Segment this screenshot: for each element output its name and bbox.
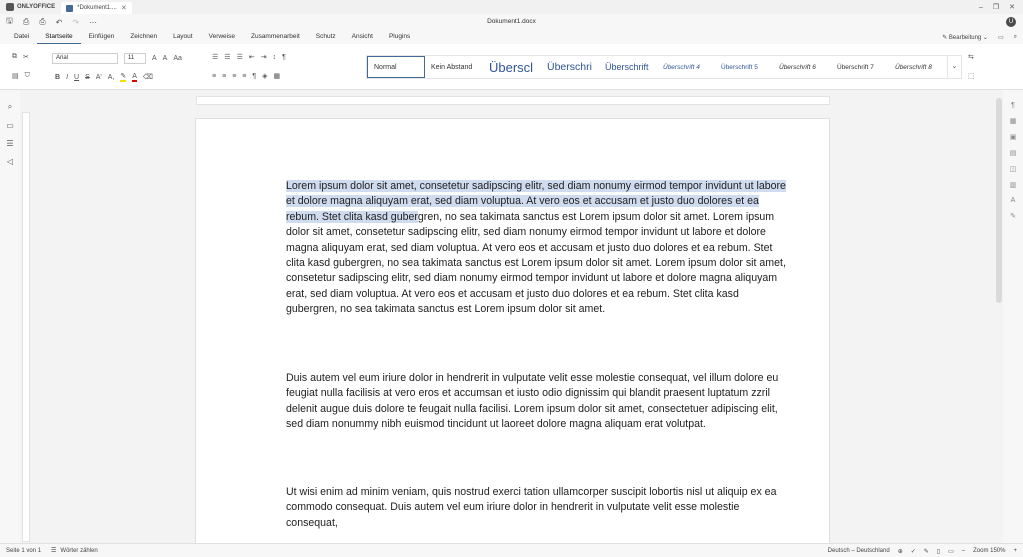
subscript-icon[interactable]: A, xyxy=(107,73,115,81)
header-footer-icon[interactable]: ▤ xyxy=(1009,150,1017,157)
strikethrough-icon[interactable]: S xyxy=(85,73,90,81)
spellcheck-icon[interactable]: ✓ xyxy=(910,548,916,555)
menu-einfuegen[interactable]: Einfügen xyxy=(88,33,115,40)
search-icon[interactable]: ⌕ xyxy=(1013,33,1017,40)
style-gallery xyxy=(366,55,962,79)
style-no-spacing[interactable]: Kein Abstand xyxy=(431,63,473,71)
underline-icon[interactable]: U xyxy=(74,73,80,81)
increase-indent-icon[interactable]: ⇥ xyxy=(260,54,267,61)
style-heading-4[interactable]: Überschrift 4 xyxy=(663,63,700,71)
highlight-icon[interactable]: ✎ xyxy=(120,73,127,80)
comments-icon[interactable]: ▭ xyxy=(6,121,14,130)
italic-icon[interactable]: I xyxy=(66,73,69,81)
navigation-icon[interactable]: ☰ xyxy=(6,139,14,148)
font-name-select[interactable]: Arial xyxy=(52,53,118,64)
shape-settings-icon[interactable]: ◫ xyxy=(1009,166,1017,173)
ribbon-toolbar xyxy=(0,44,1023,90)
style-heading-5[interactable]: Überschrift 5 xyxy=(721,63,758,71)
paragraph-settings-icon[interactable]: ¶ xyxy=(282,53,286,61)
change-case-icon[interactable]: Aa xyxy=(173,55,182,62)
style-heading-7[interactable]: Überschrift 7 xyxy=(837,63,874,71)
chart-settings-icon[interactable]: ▥ xyxy=(1009,182,1017,189)
menu-layout[interactable]: Layout xyxy=(173,33,193,40)
horizontal-ruler[interactable] xyxy=(196,96,830,105)
superscript-icon[interactable]: A' xyxy=(95,73,102,81)
decrease-indent-icon[interactable]: ⇤ xyxy=(248,54,255,61)
document-tab-title: *Dokument1.... xyxy=(77,5,117,11)
align-left-icon[interactable]: ≡ xyxy=(212,72,217,80)
undo-icon[interactable]: ↶ xyxy=(55,17,63,27)
avatar[interactable]: U xyxy=(1006,17,1016,27)
status-bar xyxy=(0,543,1023,557)
style-heading-1[interactable]: Überscl xyxy=(489,59,534,75)
bold-icon[interactable]: B xyxy=(55,73,61,81)
selected-text[interactable]: Lorem ipsum dolor sit amet, consetetur sadipscing elitr, sed diam nonumy eirmod tempor invidunt ut labore et dolore magna aliquyam erat, sed diam voluptua. At vero eos et accusam et justo duo dolores et ea rebum. Stet clita kasd guber xyxy=(286,180,786,223)
justify-icon[interactable]: ≡ xyxy=(242,72,247,80)
copy-icon[interactable]: ⧉ xyxy=(12,53,17,60)
status-right xyxy=(828,544,1017,557)
zoom-out-icon[interactable]: – xyxy=(961,548,966,554)
menu-right-tools xyxy=(942,30,1017,44)
right-sidebar xyxy=(1003,90,1023,543)
cut-icon[interactable]: ✂ xyxy=(23,54,29,61)
clear-format-icon[interactable]: ⌫ xyxy=(142,74,153,81)
replace-icon[interactable]: ⇆ xyxy=(968,54,974,61)
select-tools xyxy=(968,72,975,80)
borders-icon[interactable]: ▦ xyxy=(273,73,281,80)
vertical-scrollbar[interactable] xyxy=(995,90,1003,543)
paragraph-settings-icon[interactable]: ¶ xyxy=(1011,102,1015,109)
paragraph-2[interactable]: Duis autem vel eum iriure dolor in hendrerit in vulputate velit esse molestie consequat, vel illum dolore eu feugiat nulla facilisis at vero eros et accumsan et iusto odio dignissim qui blandit praesent luptatum zzril delenit augue duis dolore te feugait nulla facilisi. Lorem ipsum dolor sit amet, consectetuer adipiscing elit, sed diam nonummy nibh euismod tincidunt ut laoreet dolore magna aliquam erat volutpat. xyxy=(286,372,779,431)
edit-mode-button[interactable]: ✎ Bearbeitung ⌄ xyxy=(942,34,988,41)
folder-icon[interactable]: ▭ xyxy=(997,34,1004,41)
track-changes-icon[interactable]: ✎ xyxy=(923,548,929,555)
menu-plugins[interactable]: Plugins xyxy=(388,33,411,40)
font-size-select[interactable]: 11 xyxy=(124,53,146,64)
menu-zeichnen[interactable]: Zeichnen xyxy=(130,33,158,40)
menu-datei[interactable]: Datei xyxy=(14,33,30,40)
paragraph-1-text[interactable]: gren, no sea takimata sanctus est Lorem ipsum dolor sit amet. Lorem ipsum dolor sit amet, consetetur sadipscing elitr, sed diam nonumy eirmod tempor invidunt ut labore et dolore magna aliquyam erat, sed diam voluptua. At vero eos et accusam et justo duo dolores et ea rebum. Stet clita kasd gubergren, no sea takimata sanctus est Lorem ipsum dolor sit amet. Lorem ipsum dolor sit amet, consetetur sadipscing elitr, sed diam nonumy eirmod tempor invidunt ut labore et dolore magna aliquyam erat, sed diam voluptua. At vero eos et accusam et justo duo dolores et ea rebum. Stet clita kasd gubergren, no sea takimata sanctus est Lorem ipsum dolor sit amet. xyxy=(286,210,786,316)
search-icon[interactable]: ⌕ xyxy=(7,102,13,111)
app-tab-bar xyxy=(0,0,1023,14)
language-select[interactable]: Deutsch – Deutschland xyxy=(827,548,890,554)
menu-verweise[interactable]: Verweise xyxy=(208,33,235,40)
print-icon[interactable]: ⎙ xyxy=(22,17,30,26)
app-logo xyxy=(0,0,61,14)
style-heading-8[interactable]: Überschrift 8 xyxy=(895,63,932,71)
replace-tools xyxy=(968,53,974,61)
restore-icon[interactable]: ❐ xyxy=(992,4,1000,11)
menu-ansicht[interactable]: Ansicht xyxy=(351,33,373,40)
app-logo-text: ONLYOFFICE xyxy=(17,4,56,10)
paragraph-row-2 xyxy=(212,72,280,80)
paragraph-1[interactable] xyxy=(286,179,786,318)
more-icon[interactable]: ⋯ xyxy=(89,17,98,27)
line-spacing-icon[interactable]: ↕ xyxy=(272,53,277,61)
title-bar xyxy=(0,14,1023,30)
document-page[interactable] xyxy=(195,118,830,543)
scrollbar-thumb[interactable] xyxy=(996,98,1002,303)
redo-icon[interactable]: ↷ xyxy=(72,17,80,27)
quick-print-icon[interactable]: ⎙ xyxy=(39,17,46,26)
textart-icon[interactable]: A xyxy=(1010,197,1016,204)
close-window-icon[interactable]: ✕ xyxy=(1009,4,1015,11)
clipboard-row-1 xyxy=(12,53,29,61)
pencil-icon: ✎ xyxy=(942,34,948,41)
edit-mode-label: Bearbeitung xyxy=(948,34,982,41)
align-right-icon[interactable]: ≡ xyxy=(232,72,237,80)
numbering-icon[interactable]: ☰ xyxy=(224,54,231,61)
style-heading-2[interactable]: Überschri xyxy=(547,61,592,73)
shading-icon[interactable]: ◈ xyxy=(262,73,268,80)
menu-schutz[interactable]: Schutz xyxy=(315,33,336,40)
onlyoffice-logo-icon xyxy=(6,3,14,11)
font-row xyxy=(52,53,182,64)
font-format-row xyxy=(55,72,153,82)
minimize-icon[interactable]: – xyxy=(978,3,983,11)
word-count-button[interactable]: Wörter zählen xyxy=(60,547,98,554)
nonprinting-chars-icon[interactable]: ¶ xyxy=(252,72,257,80)
zoom-level[interactable]: Zoom 150% xyxy=(973,548,1006,554)
select-all-icon[interactable]: ⬚ xyxy=(968,73,975,80)
image-settings-icon[interactable]: ▣ xyxy=(1009,134,1017,141)
vertical-ruler[interactable] xyxy=(22,112,30,542)
paste-icon[interactable]: ▤ xyxy=(12,73,19,80)
document-icon xyxy=(66,5,73,12)
chevron-down-icon[interactable]: ⌄ xyxy=(947,56,961,78)
style-heading-3[interactable]: Überschrift xyxy=(605,62,649,72)
increase-font-icon[interactable]: A xyxy=(152,55,157,62)
font-color-icon[interactable]: A xyxy=(132,72,137,80)
format-painter-icon[interactable]: ⛉ xyxy=(24,72,30,79)
window-controls xyxy=(979,0,1021,14)
signature-icon[interactable]: ✎ xyxy=(1010,213,1016,220)
document-title: Dokument1.docx xyxy=(487,18,536,25)
document-workspace[interactable] xyxy=(20,90,995,543)
paragraph-row-1 xyxy=(212,53,286,61)
document-tab[interactable] xyxy=(61,2,132,14)
menu-zusammenarbeit[interactable]: Zusammenarbeit xyxy=(250,33,300,40)
menu-startseite[interactable]: Startseite xyxy=(37,30,80,44)
align-center-icon[interactable]: ≡ xyxy=(222,72,227,80)
zoom-in-icon[interactable]: + xyxy=(1013,548,1017,554)
globe-icon[interactable]: ⊕ xyxy=(897,548,903,555)
clipboard-row-2 xyxy=(12,72,30,80)
paragraph-3[interactable]: Ut wisi enim ad minim veniam, quis nostrud exerci tation ullamcorper suscipit lobortis nisl ut aliquip ex ea commodo consequat. Duis autem vel eum iriure dolor in hendrerit in vulputate velit esse molestie consequat, xyxy=(286,486,777,529)
style-heading-6[interactable]: Überschrift 6 xyxy=(779,63,816,71)
bullets-icon[interactable]: ☰ xyxy=(212,54,219,61)
close-tab-icon[interactable]: ✕ xyxy=(120,5,127,12)
decrease-font-icon[interactable]: A xyxy=(162,55,168,62)
table-settings-icon[interactable]: ▦ xyxy=(1009,118,1017,125)
page-indicator[interactable]: Seite 1 von 1 xyxy=(6,547,42,554)
word-count-icon: ☰ xyxy=(51,548,57,554)
multilevel-icon[interactable]: ☰ xyxy=(236,54,243,61)
menu-bar xyxy=(0,30,1023,44)
feedback-icon[interactable]: ◁ xyxy=(6,157,14,166)
left-sidebar xyxy=(0,90,20,543)
fit-page-icon[interactable]: ▯ xyxy=(936,548,941,555)
fit-width-icon[interactable]: ▭ xyxy=(948,548,954,555)
style-normal[interactable]: Normal xyxy=(367,56,425,78)
save-icon[interactable]: 🖫 xyxy=(6,16,13,25)
